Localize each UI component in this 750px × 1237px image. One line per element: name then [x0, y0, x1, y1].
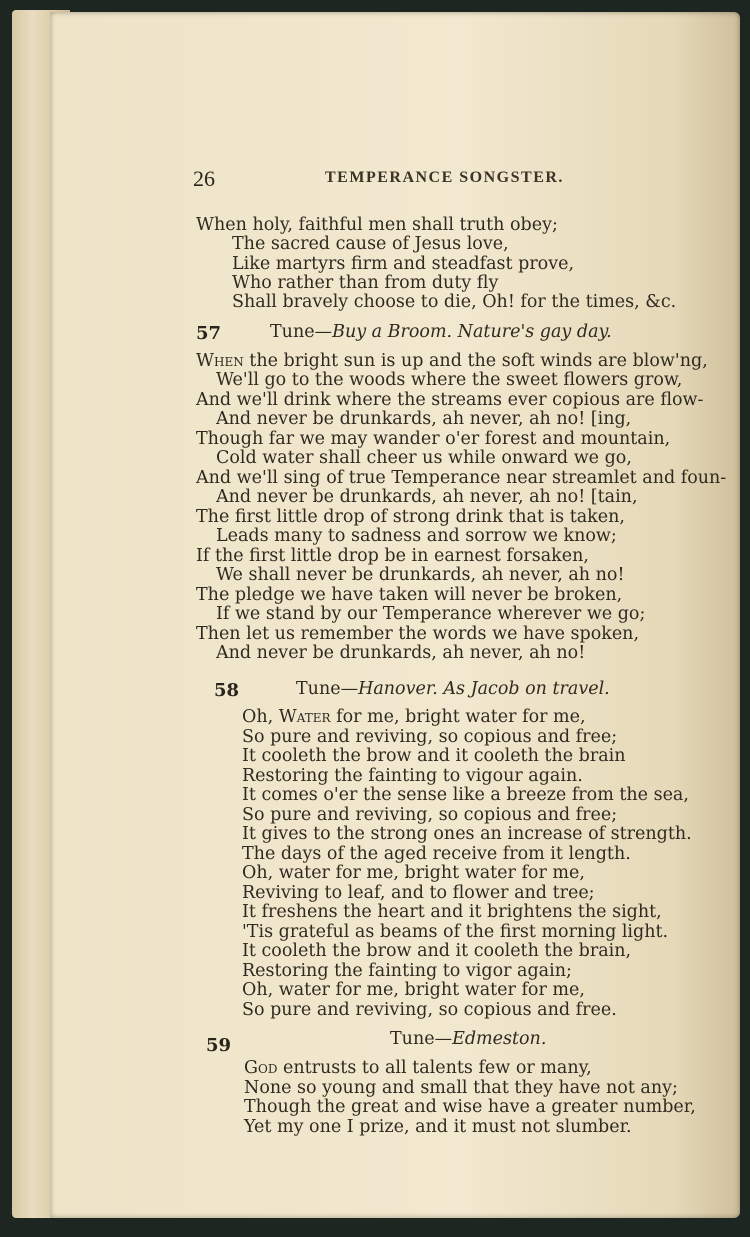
stanza-line: Shall bravely choose to die, Oh! for the times, &c.: [232, 292, 677, 312]
tune-line: [270, 322, 612, 342]
hymn-line: And never be drunkards, ah never, ah no! [ing,: [216, 409, 632, 429]
page-number: 26: [193, 166, 215, 191]
hymn-line: Then let us remember the words we have spoken,: [196, 624, 640, 644]
hymn-line: It comes o'er the sense like a breeze from the sea,: [242, 785, 689, 805]
hymn-line: And we'll sing of true Temperance near streamlet and foun-: [196, 468, 727, 488]
running-title: TEMPERANCE SONGSTER.: [325, 169, 564, 186]
tune-line: [296, 679, 610, 699]
hymn-line: And never be drunkards, ah never, ah no!: [216, 643, 586, 663]
hymn-line: Oh, Water for me, bright water for me,: [242, 707, 586, 727]
hymn-line: It freshens the heart and it brightens the sight,: [242, 902, 662, 922]
tune-prefix: Tune—: [270, 322, 333, 342]
tune-name: Buy a Broom. Nature's gay day.: [332, 322, 612, 342]
hymn-line: Though the great and wise have a greater number,: [244, 1097, 696, 1117]
hymn-line: When the bright sun is up and the soft winds are blow'ng,: [196, 351, 708, 371]
hymn-number: 59: [206, 1035, 232, 1056]
hymn-line: We shall never be drunkards, ah never, ah no!: [216, 565, 625, 585]
stanza-line: Like martyrs firm and steadfast prove,: [232, 254, 575, 274]
first-word: God: [244, 1058, 278, 1078]
hymn-line: Cold water shall cheer us while onward we go,: [216, 448, 632, 468]
hymn-number: 57: [196, 323, 222, 344]
hymn-line: We'll go to the woods where the sweet flowers grow,: [216, 370, 683, 390]
hymn-line: It gives to the strong ones an increase of strength.: [242, 824, 692, 844]
running-header: [193, 166, 713, 194]
hymn-line: Oh, water for me, bright water for me,: [242, 980, 585, 1000]
hymn-line: Leads many to sadness and sorrow we know;: [216, 526, 617, 546]
hymn-line: Though far we may wander o'er forest and mountain,: [196, 429, 671, 449]
tune-prefix: Tune—: [390, 1029, 453, 1049]
hymn-line: It cooleth the brow and it cooleth the brain: [242, 746, 626, 766]
hymn-line: It cooleth the brow and it cooleth the brain,: [242, 941, 632, 961]
small-caps-word: Water: [278, 707, 331, 727]
hymn-line: Oh, water for me, bright water for me,: [242, 863, 585, 883]
hymn-number: 58: [214, 680, 240, 701]
stanza-line: When holy, faithful men shall truth obey;: [196, 215, 558, 235]
first-word: When: [196, 351, 244, 371]
hymn-line: The pledge we have taken will never be broken,: [196, 585, 623, 605]
hymn-line: Restoring the fainting to vigor again;: [242, 961, 572, 981]
hymn-line: None so young and small that they have not any;: [244, 1078, 678, 1098]
hymn-line: Yet my one I prize, and it must not slumber.: [244, 1117, 632, 1137]
hymn-line: So pure and reviving, so copious and free.: [242, 1000, 617, 1020]
hymn-line: If the first little drop be in earnest forsaken,: [196, 546, 589, 566]
hymn-line: So pure and reviving, so copious and free;: [242, 727, 618, 747]
tune-prefix: Tune—: [296, 679, 359, 699]
hymn-line: God entrusts to all talents few or many,: [244, 1058, 592, 1078]
hymn-line: The first little drop of strong drink that is taken,: [196, 507, 625, 527]
hymn-line: The days of the aged receive from it length.: [242, 844, 631, 864]
stanza-line: Who rather than from duty fly: [232, 273, 499, 293]
hymn-line: 'Tis grateful as beams of the first morning light.: [242, 922, 669, 942]
tune-line: [390, 1029, 546, 1049]
tune-name: Edmeston.: [452, 1029, 547, 1049]
hymn-line: Reviving to leaf, and to flower and tree;: [242, 883, 595, 903]
hymn-line: So pure and reviving, so copious and free;: [242, 805, 618, 825]
stanza-line: The sacred cause of Jesus love,: [232, 234, 509, 254]
hymn-line: And we'll drink where the streams ever copious are flow-: [196, 390, 704, 410]
hymn-line: If we stand by our Temperance wherever we go;: [216, 604, 646, 624]
tune-name: Hanover. As Jacob on travel.: [358, 679, 610, 699]
hymn-line: Restoring the fainting to vigour again.: [242, 766, 583, 786]
hymn-line: And never be drunkards, ah never, ah no! [tain,: [216, 487, 638, 507]
